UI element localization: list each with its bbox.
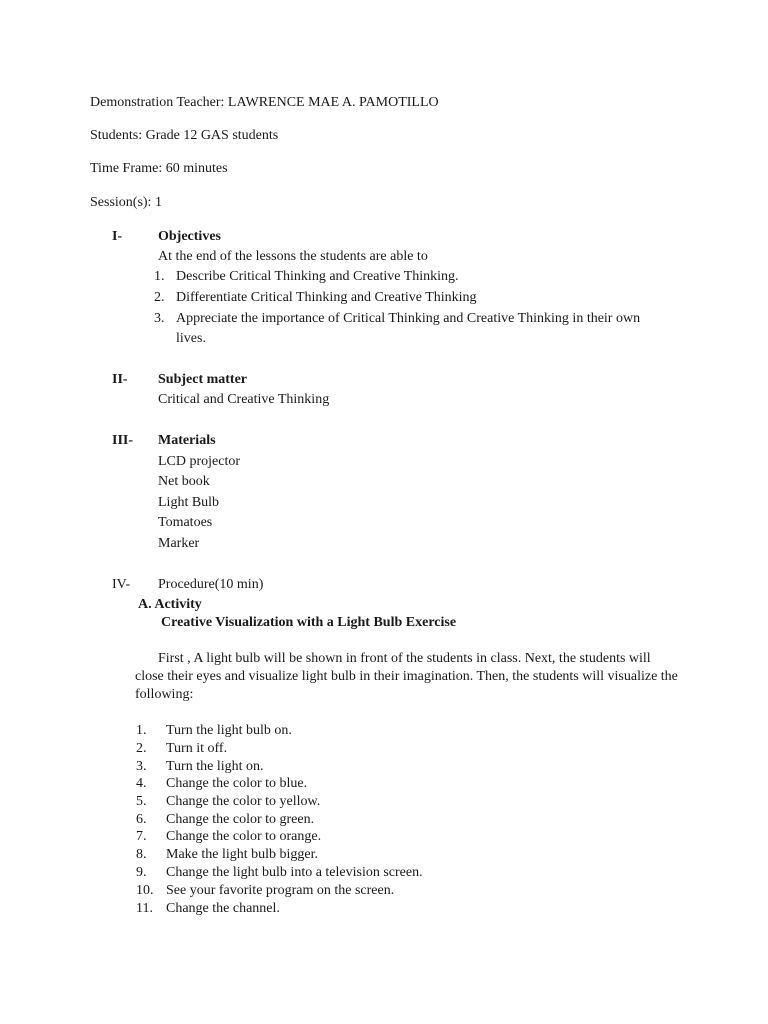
section-numeral-subject: II-: [112, 372, 128, 387]
material-item: Light Bulb: [158, 495, 220, 510]
activity-title: Creative Visualization with a Light Bulb Exercise: [161, 615, 457, 630]
step-number: 7.: [136, 829, 147, 844]
step-item: Make the light bulb bigger.: [166, 847, 319, 862]
step-number: 4.: [136, 776, 147, 791]
material-item: LCD projector: [158, 454, 241, 469]
section-title-materials: Materials: [158, 433, 216, 448]
step-number: 2.: [136, 741, 147, 756]
material-item: Net book: [158, 474, 210, 489]
step-number: 10.: [136, 883, 154, 898]
section-title-subject: Subject matter: [158, 372, 248, 387]
section-numeral-materials: III-: [112, 433, 134, 448]
step-item: Turn it off.: [166, 741, 228, 756]
section-numeral-objectives: I-: [112, 229, 123, 244]
step-item: Change the color to blue.: [166, 776, 308, 791]
sessions-line: Session(s): 1: [90, 195, 162, 210]
section-title-objectives: Objectives: [158, 229, 221, 244]
step-item: Change the color to yellow.: [166, 794, 321, 809]
step-number: 5.: [136, 794, 147, 809]
step-number: 1.: [136, 723, 147, 738]
step-item: Turn the light on.: [166, 759, 264, 774]
step-item: Change the color to green.: [166, 812, 315, 827]
step-number: 11.: [136, 901, 153, 916]
objective-item: Differentiate Critical Thinking and Creative Thinking: [176, 290, 477, 305]
activity-label: A. Activity: [138, 597, 202, 612]
activity-paragraph: First , A light bulb will be shown in front of the students in class. Next, the students will close their eyes and visualize light bulb in their imagination. Then, the students will visualize the following:: [135, 651, 678, 702]
step-item: Change the color to orange.: [166, 829, 322, 844]
objectives-intro: At the end of the lessons the students are able to: [158, 249, 428, 264]
time-frame-line: Time Frame: 60 minutes: [90, 161, 228, 176]
step-number: 3.: [136, 759, 147, 774]
step-number: 9.: [136, 865, 147, 880]
objective-item: Appreciate the importance of Critical Thinking and Creative Thinking in their own: [176, 311, 641, 326]
section-numeral-procedure: IV-: [112, 577, 131, 592]
material-item: Tomatoes: [158, 515, 213, 530]
objective-number: 3.: [154, 311, 165, 326]
material-item: Marker: [158, 536, 200, 551]
step-item: Turn the light bulb on.: [166, 723, 292, 738]
step-number: 8.: [136, 847, 147, 862]
objective-item-continuation: lives.: [176, 331, 206, 346]
step-number: 6.: [136, 812, 147, 827]
step-item: Change the light bulb into a television screen.: [166, 865, 423, 880]
objective-number: 2.: [154, 290, 165, 305]
step-item: Change the channel.: [166, 901, 280, 916]
teacher-line: Demonstration Teacher: LAWRENCE MAE A. PAMOTILLO: [90, 95, 439, 110]
subject-matter-text: Critical and Creative Thinking: [158, 392, 330, 407]
objective-item: Describe Critical Thinking and Creative Thinking.: [176, 269, 459, 284]
step-item: See your favorite program on the screen.: [166, 883, 395, 898]
students-line: Students: Grade 12 GAS students: [90, 128, 279, 143]
section-title-procedure: Procedure(10 min): [158, 577, 264, 592]
objective-number: 1.: [154, 269, 165, 284]
